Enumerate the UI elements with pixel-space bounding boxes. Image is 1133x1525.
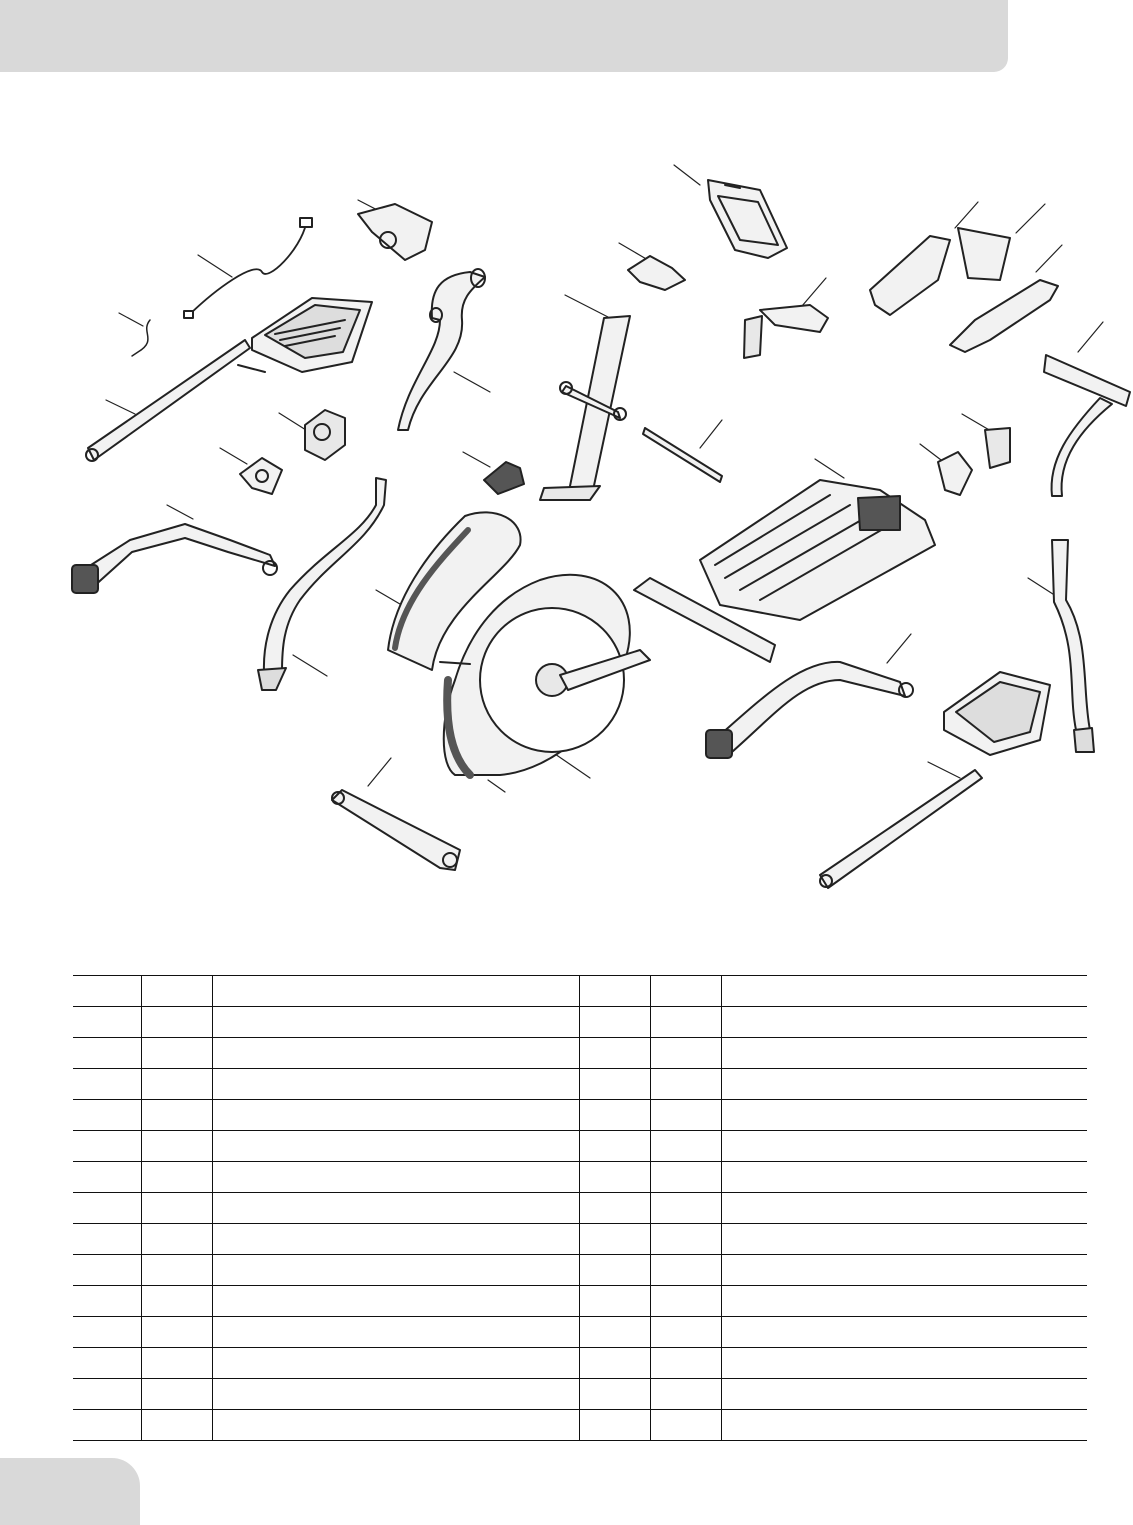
table-cell [73,1286,142,1317]
table-cell [142,1224,213,1255]
table-cell [213,1007,580,1038]
left-lower-arm-part [72,524,277,593]
table-cell [213,1193,580,1224]
table-cell [213,976,580,1007]
table-cell [580,976,651,1007]
table-cell [651,1069,722,1100]
table-cell [651,976,722,1007]
table-cell [722,1069,1088,1100]
table-cell [651,1410,722,1441]
table-row [73,1255,1087,1286]
table-cell [580,1131,651,1162]
parts-list-table [73,975,1087,1441]
table-cell [580,1286,651,1317]
table-cell [142,1379,213,1410]
table-cell [73,1007,142,1038]
table-cell [651,1038,722,1069]
table-row [73,1286,1087,1317]
crossbar-part [332,790,460,870]
table-cell [722,1100,1088,1131]
table-cell [213,1038,580,1069]
table-cell [651,1162,722,1193]
table-cell [142,1255,213,1286]
table-cell [142,1286,213,1317]
table-cell [213,1286,580,1317]
table-cell [651,1224,722,1255]
right-cover-part [870,228,1058,352]
table-row [73,1410,1087,1441]
table-cell [142,1131,213,1162]
table-cell [213,1100,580,1131]
table-cell [722,1038,1088,1069]
table-cell [580,1100,651,1131]
header-bar [0,0,1008,72]
header-bar-cap [990,0,1008,72]
flywheel-housing-part [440,575,650,775]
pivot-bracket-part [305,410,345,460]
table-cell [580,1224,651,1255]
wire-harness-part [184,218,312,318]
table-cell [142,1317,213,1348]
table-cell [651,1317,722,1348]
console-part [708,180,787,258]
table-cell [580,1255,651,1286]
table-row [73,1162,1087,1193]
table-cell [651,1255,722,1286]
table-cell [213,1162,580,1193]
table-row [73,1348,1087,1379]
table-cell [722,1131,1088,1162]
table-cell [722,1286,1088,1317]
exploded-parts-diagram [0,140,1133,900]
table-cell [142,1162,213,1193]
table-cell [722,976,1088,1007]
table-cell [651,1193,722,1224]
table-row [73,1131,1087,1162]
table-cell [73,1100,142,1131]
right-pedal-arm-part [820,672,1050,888]
table-cell [722,1007,1088,1038]
right-t-handle-part [1044,355,1130,496]
right-upright-handle-part [1052,540,1094,752]
table-cell [142,1100,213,1131]
table-row [73,1193,1087,1224]
table-row [73,1224,1087,1255]
table-cell [142,976,213,1007]
table-cell [213,1131,580,1162]
table-cell [142,1038,213,1069]
table-cell [580,1007,651,1038]
table-cell [73,1131,142,1162]
table-row [73,976,1087,1007]
table-cell [73,1379,142,1410]
table-cell [213,1255,580,1286]
table-row [73,1317,1087,1348]
table-cell [580,1317,651,1348]
table-cell [580,1193,651,1224]
cover-part [358,204,432,260]
table-cell [73,1317,142,1348]
table-cell [142,1069,213,1100]
table-cell [213,1224,580,1255]
table-cell [722,1348,1088,1379]
table-cell [73,1069,142,1100]
table-cell [213,1348,580,1379]
table-cell [142,1348,213,1379]
table-cell [73,976,142,1007]
table-row [73,1069,1087,1100]
pivot-cap-part [628,256,685,290]
table-cell [142,1410,213,1441]
table-row [73,1038,1087,1069]
table-cell [73,1255,142,1286]
table-cell [651,1131,722,1162]
table-cell [73,1193,142,1224]
table-cell [580,1162,651,1193]
table-cell [213,1410,580,1441]
table-cell [651,1286,722,1317]
table-cell [651,1379,722,1410]
table-cell [73,1224,142,1255]
table-cell [722,1193,1088,1224]
right-lower-arm-part [706,662,913,758]
right-bracket-part [938,428,1010,495]
table-cell [722,1224,1088,1255]
table-cell [73,1410,142,1441]
page-number-tab [0,1458,140,1525]
table-cell [213,1069,580,1100]
table-cell [722,1410,1088,1441]
pivot-rod-part [643,428,722,482]
table-cell [651,1348,722,1379]
table-cell [651,1007,722,1038]
rail-frame-part [634,480,935,662]
table-cell [73,1348,142,1379]
left-upper-handle-part [398,269,485,430]
table-cell [580,1410,651,1441]
table-cell [722,1255,1088,1286]
table-cell [73,1162,142,1193]
table-cell [73,1038,142,1069]
table-cell [651,1100,722,1131]
table-cell [580,1348,651,1379]
table-cell [142,1193,213,1224]
table-cell [213,1379,580,1410]
table-row [73,1379,1087,1410]
table-cell [580,1038,651,1069]
table-cell [142,1007,213,1038]
table-cell [213,1317,580,1348]
upright-post-part [540,316,630,500]
table-row [73,1100,1087,1131]
table-cell [722,1379,1088,1410]
table-cell [722,1317,1088,1348]
table-cell [580,1379,651,1410]
stem-handle-part [744,305,828,358]
table-cell [580,1069,651,1100]
table-row [73,1007,1087,1038]
table-cell [722,1162,1088,1193]
left-upright-handle-part [258,478,386,690]
